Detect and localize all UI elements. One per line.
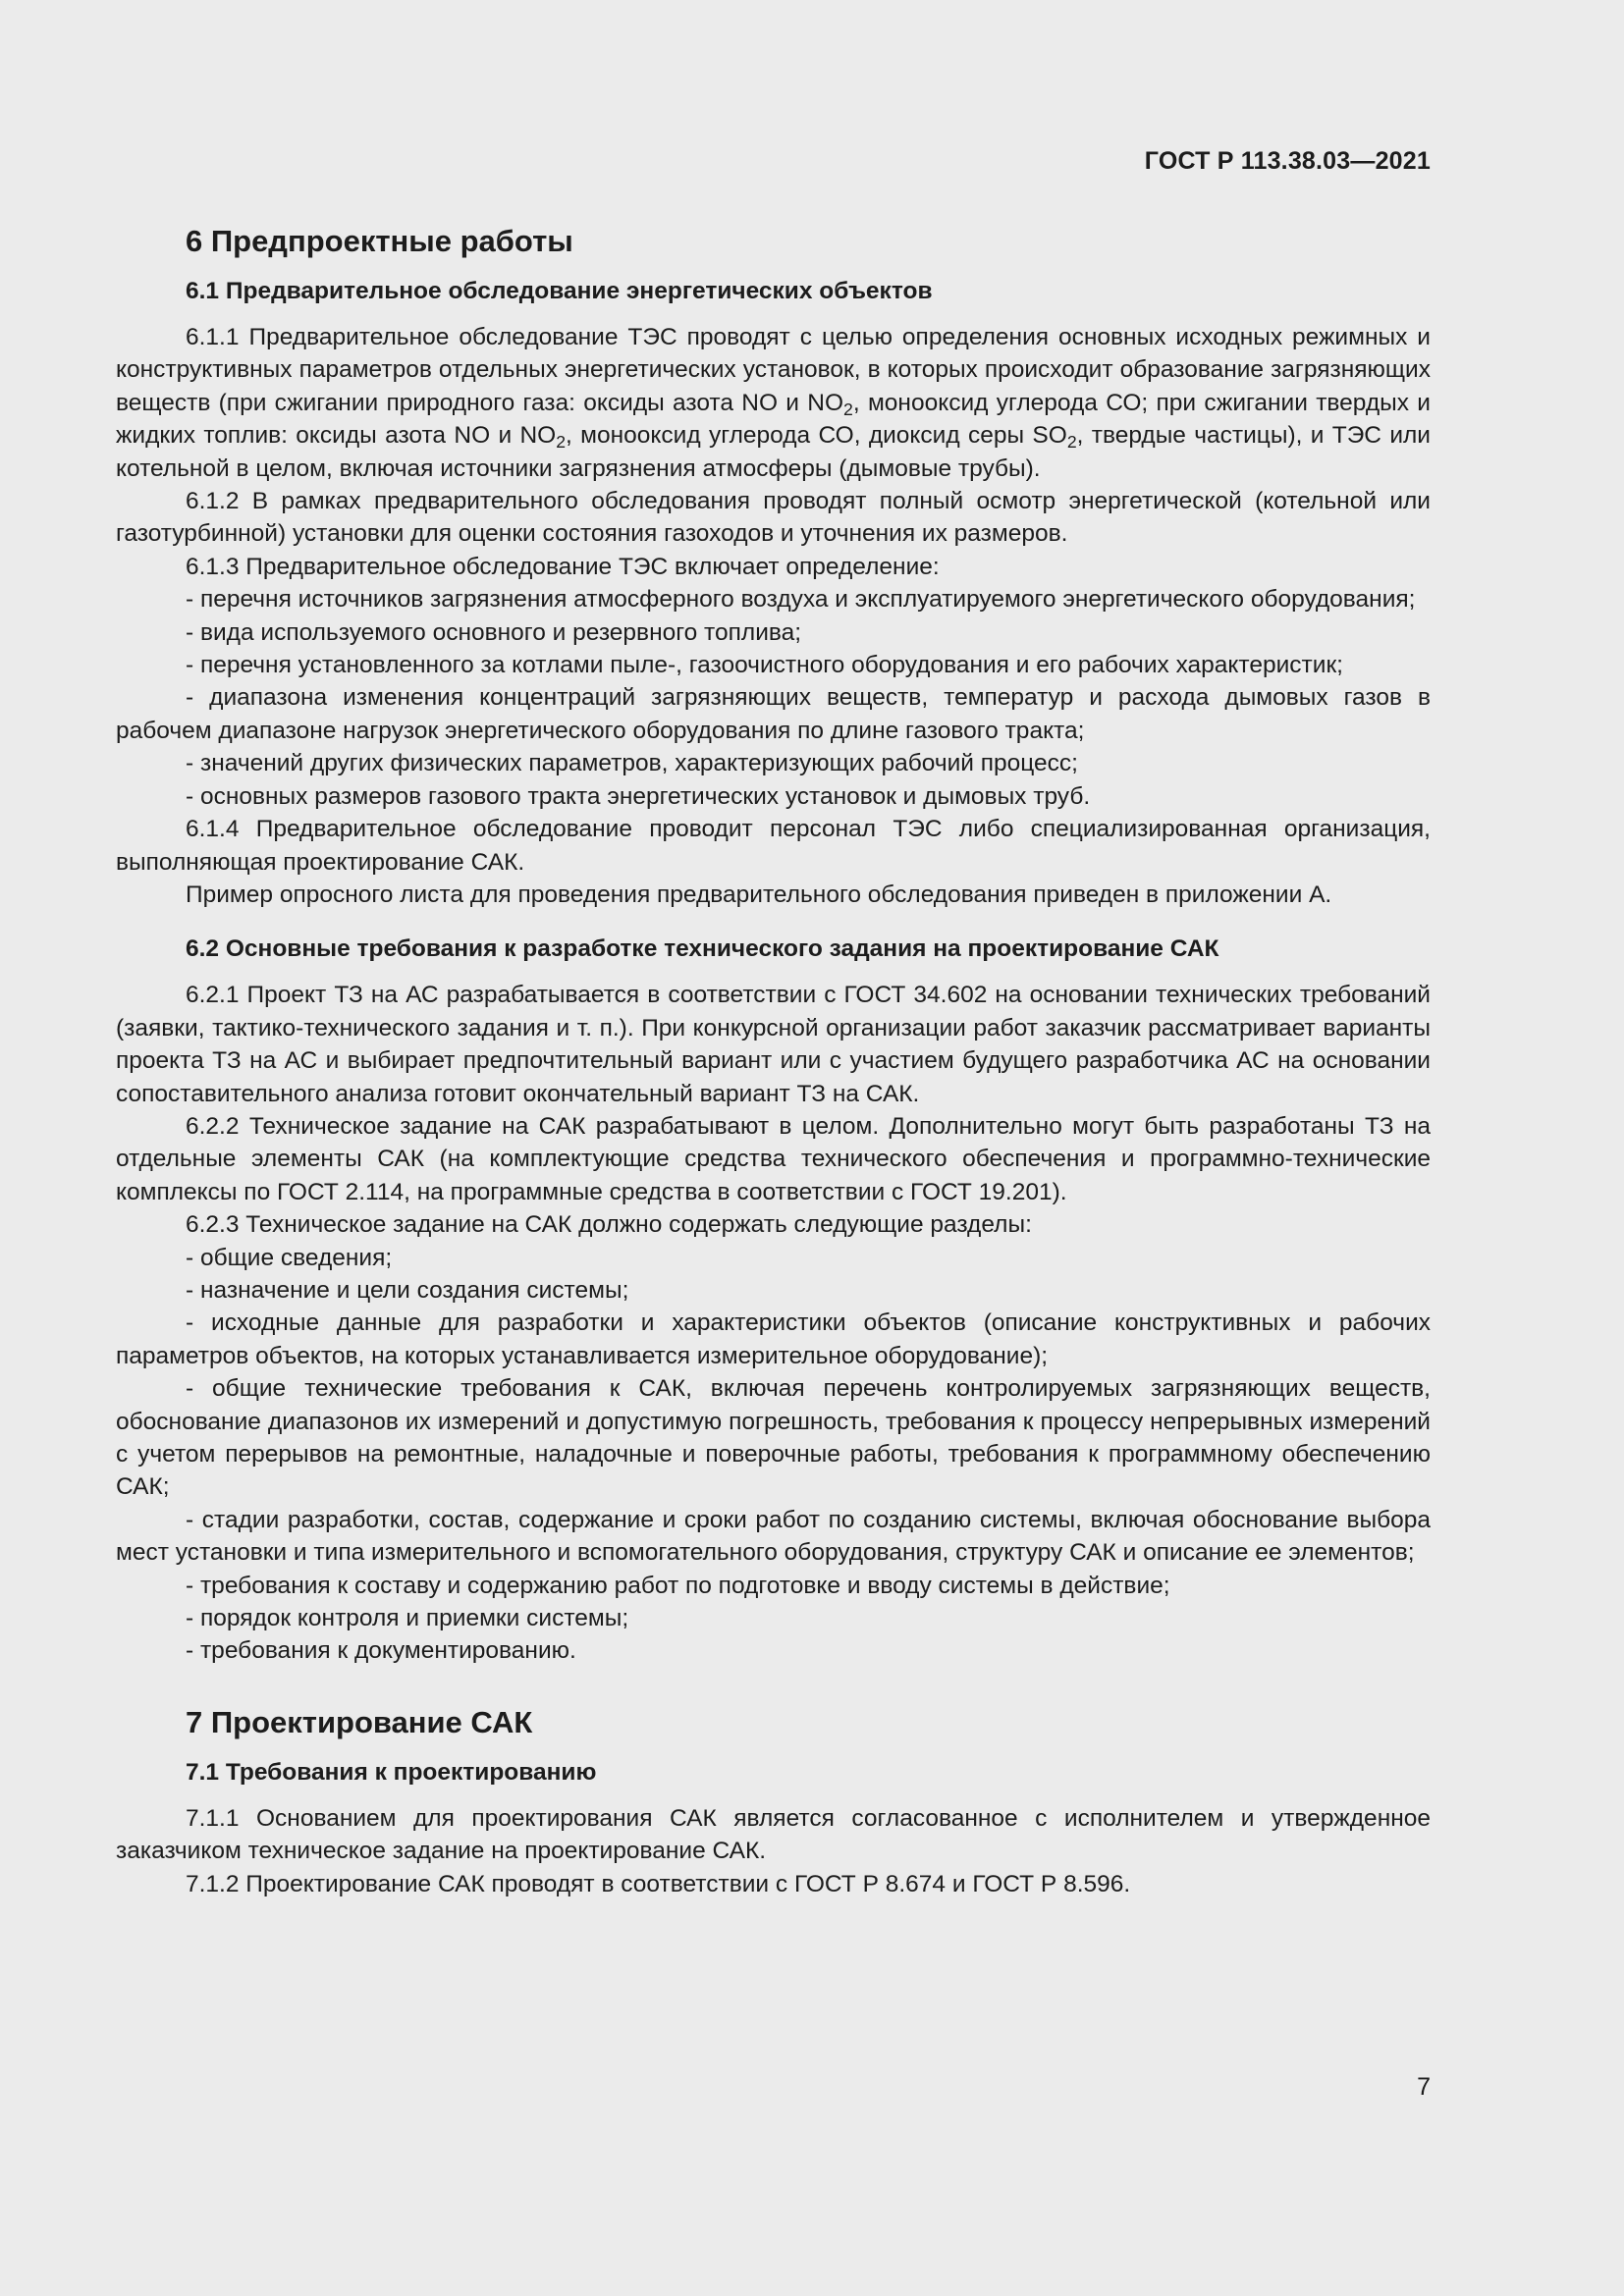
paragraph-6-1-3: 6.1.3 Предварительное обследование ТЭС включает определение: [186,553,940,580]
subsection-7-1-title: 7.1 Требования к проектированию [186,1758,597,1786]
list-item: - требования к составу и содержанию работ по подготовке и вводу системы в действие; [186,1572,1170,1599]
paragraph-6-2-2: 6.2.2 Техническое задание на САК разрабатывают в целом. Дополнительно могут быть разработаны ТЗ на отдельные элементы САК (на комплектующие средства технического обеспечения и программно-технические комплексы по ГОСТ 2.114, на программные средства в соответствии с ГОСТ 19.201). [116,1112,1431,1205]
paragraph-6-1-1: 6.1.1 Предварительное обследование ТЭС проводят с целью определения основных исходных режимных и конструктивных параметров отдельных энергетических установок, в которых происходит образование загрязняющих веществ (при сжигании природного газа: оксиды азота NO и $NO_2$, монооксид углерода СО; при сжигании твердых и жидких топлив: оксиды азота NO и $NO_2$, монооксид углерода СО, диоксид серы $SO_2$, твердые частицы), и ТЭС или котельной в целом, включая источники загрязнения атмосферы (дымовые трубы). [116,324,1431,482]
paragraph-6-1-2: 6.1.2 В рамках предварительного обследования проводят полный осмотр энергетической (котельной или газотурбинной) установки для оценки состояния газоходов и уточнения их размеров. [116,488,1431,548]
list-item: - диапазона изменения концентраций загрязняющих веществ, температур и расхода дымовых газов в рабочем диапазоне нагрузок энергетического оборудования по длине газового тракта; [116,684,1431,744]
section-6-title: 6 Предпроектные работы [186,224,573,258]
list-item: - общие сведения; [186,1244,393,1271]
list-item: - перечня источников загрязнения атмосферного воздуха и эксплуатируемого энергетического оборудования; [186,586,1416,614]
list-item: - требования к документированию. [186,1637,576,1665]
paragraph-6-1-4-example: Пример опросного листа для проведения предварительного обследования приведен в приложении А. [186,881,1332,908]
list-item: - стадии разработки, состав, содержание и сроки работ по созданию системы, включая обоснование выбора мест установки и типа измерительного и вспомогательного оборудования, структуру САК и описание ее элементов; [116,1506,1431,1567]
list-item: - основных размеров газового тракта энергетических установок и дымовых труб. [186,782,1091,810]
page-content [116,222,1431,1900]
section-7-title: 7 Проектирование САК [186,1704,533,1739]
list-item: - вида используемого основного и резервного топлива; [186,618,802,646]
list-item: - перечня установленного за котлами пыле-, газоочистного оборудования и его рабочих характеристик; [186,652,1343,679]
subsection-6-2-title: 6.2 Основные требования к разработке технического задания на проектирование САК [186,935,1219,963]
paragraph-6-1-4: 6.1.4 Предварительное обследование проводит персонал ТЭС либо специализированная организация, выполняющая проектирование САК. [116,816,1431,876]
paragraph-6-2-3: 6.2.3 Техническое задание на САК должно содержать следующие разделы: [186,1211,1032,1239]
subsection-6-1-title: 6.1 Предварительное обследование энергетических объектов [186,278,933,304]
list-item: - порядок контроля и приемки системы; [186,1605,629,1632]
standard-code: ГОСТ Р 113.38.03—2021 [1144,147,1431,175]
page-number: 7 [1417,2073,1431,2101]
paragraph-6-2-1: 6.2.1 Проект ТЗ на АС разрабатывается в соответствии с ГОСТ 34.602 на основании технических требований (заявки, тактико-технического задания и т. п.). При конкурсной организации работ заказчик рассматривает варианты проекта ТЗ на АС и выбирает предпочтительный вариант или с участием будущего разработчика АС на основании сопоставительного анализа готовит окончательный вариант ТЗ на САК. [116,982,1431,1107]
paragraph-7-1-1: 7.1.1 Основанием для проектирования САК является согласованное с исполнителем и утвержденное заказчиком техническое задание на проектирование САК. [116,1804,1431,1865]
list-item: - значений других физических параметров, характеризующих рабочий процесс; [186,750,1078,777]
paragraph-7-1-2: 7.1.2 Проектирование САК проводят в соответствии с ГОСТ Р 8.674 и ГОСТ Р 8.596. [186,1870,1131,1897]
list-item: - общие технические требования к САК, включая перечень контролируемых загрязняющих веществ, обоснование диапазонов их измерений и допустимую погрешность, требования к процессу непрерывных измерений с учетом перерывов на ремонтные, наладочные и поверочные работы, требования к программному обеспечению САК; [116,1375,1431,1501]
list-item: - исходные данные для разработки и характеристики объектов (описание конструктивных и рабочих параметров объектов, на которых устанавливается измерительное оборудование); [116,1309,1431,1369]
list-item: - назначение и цели создания системы; [186,1276,629,1304]
